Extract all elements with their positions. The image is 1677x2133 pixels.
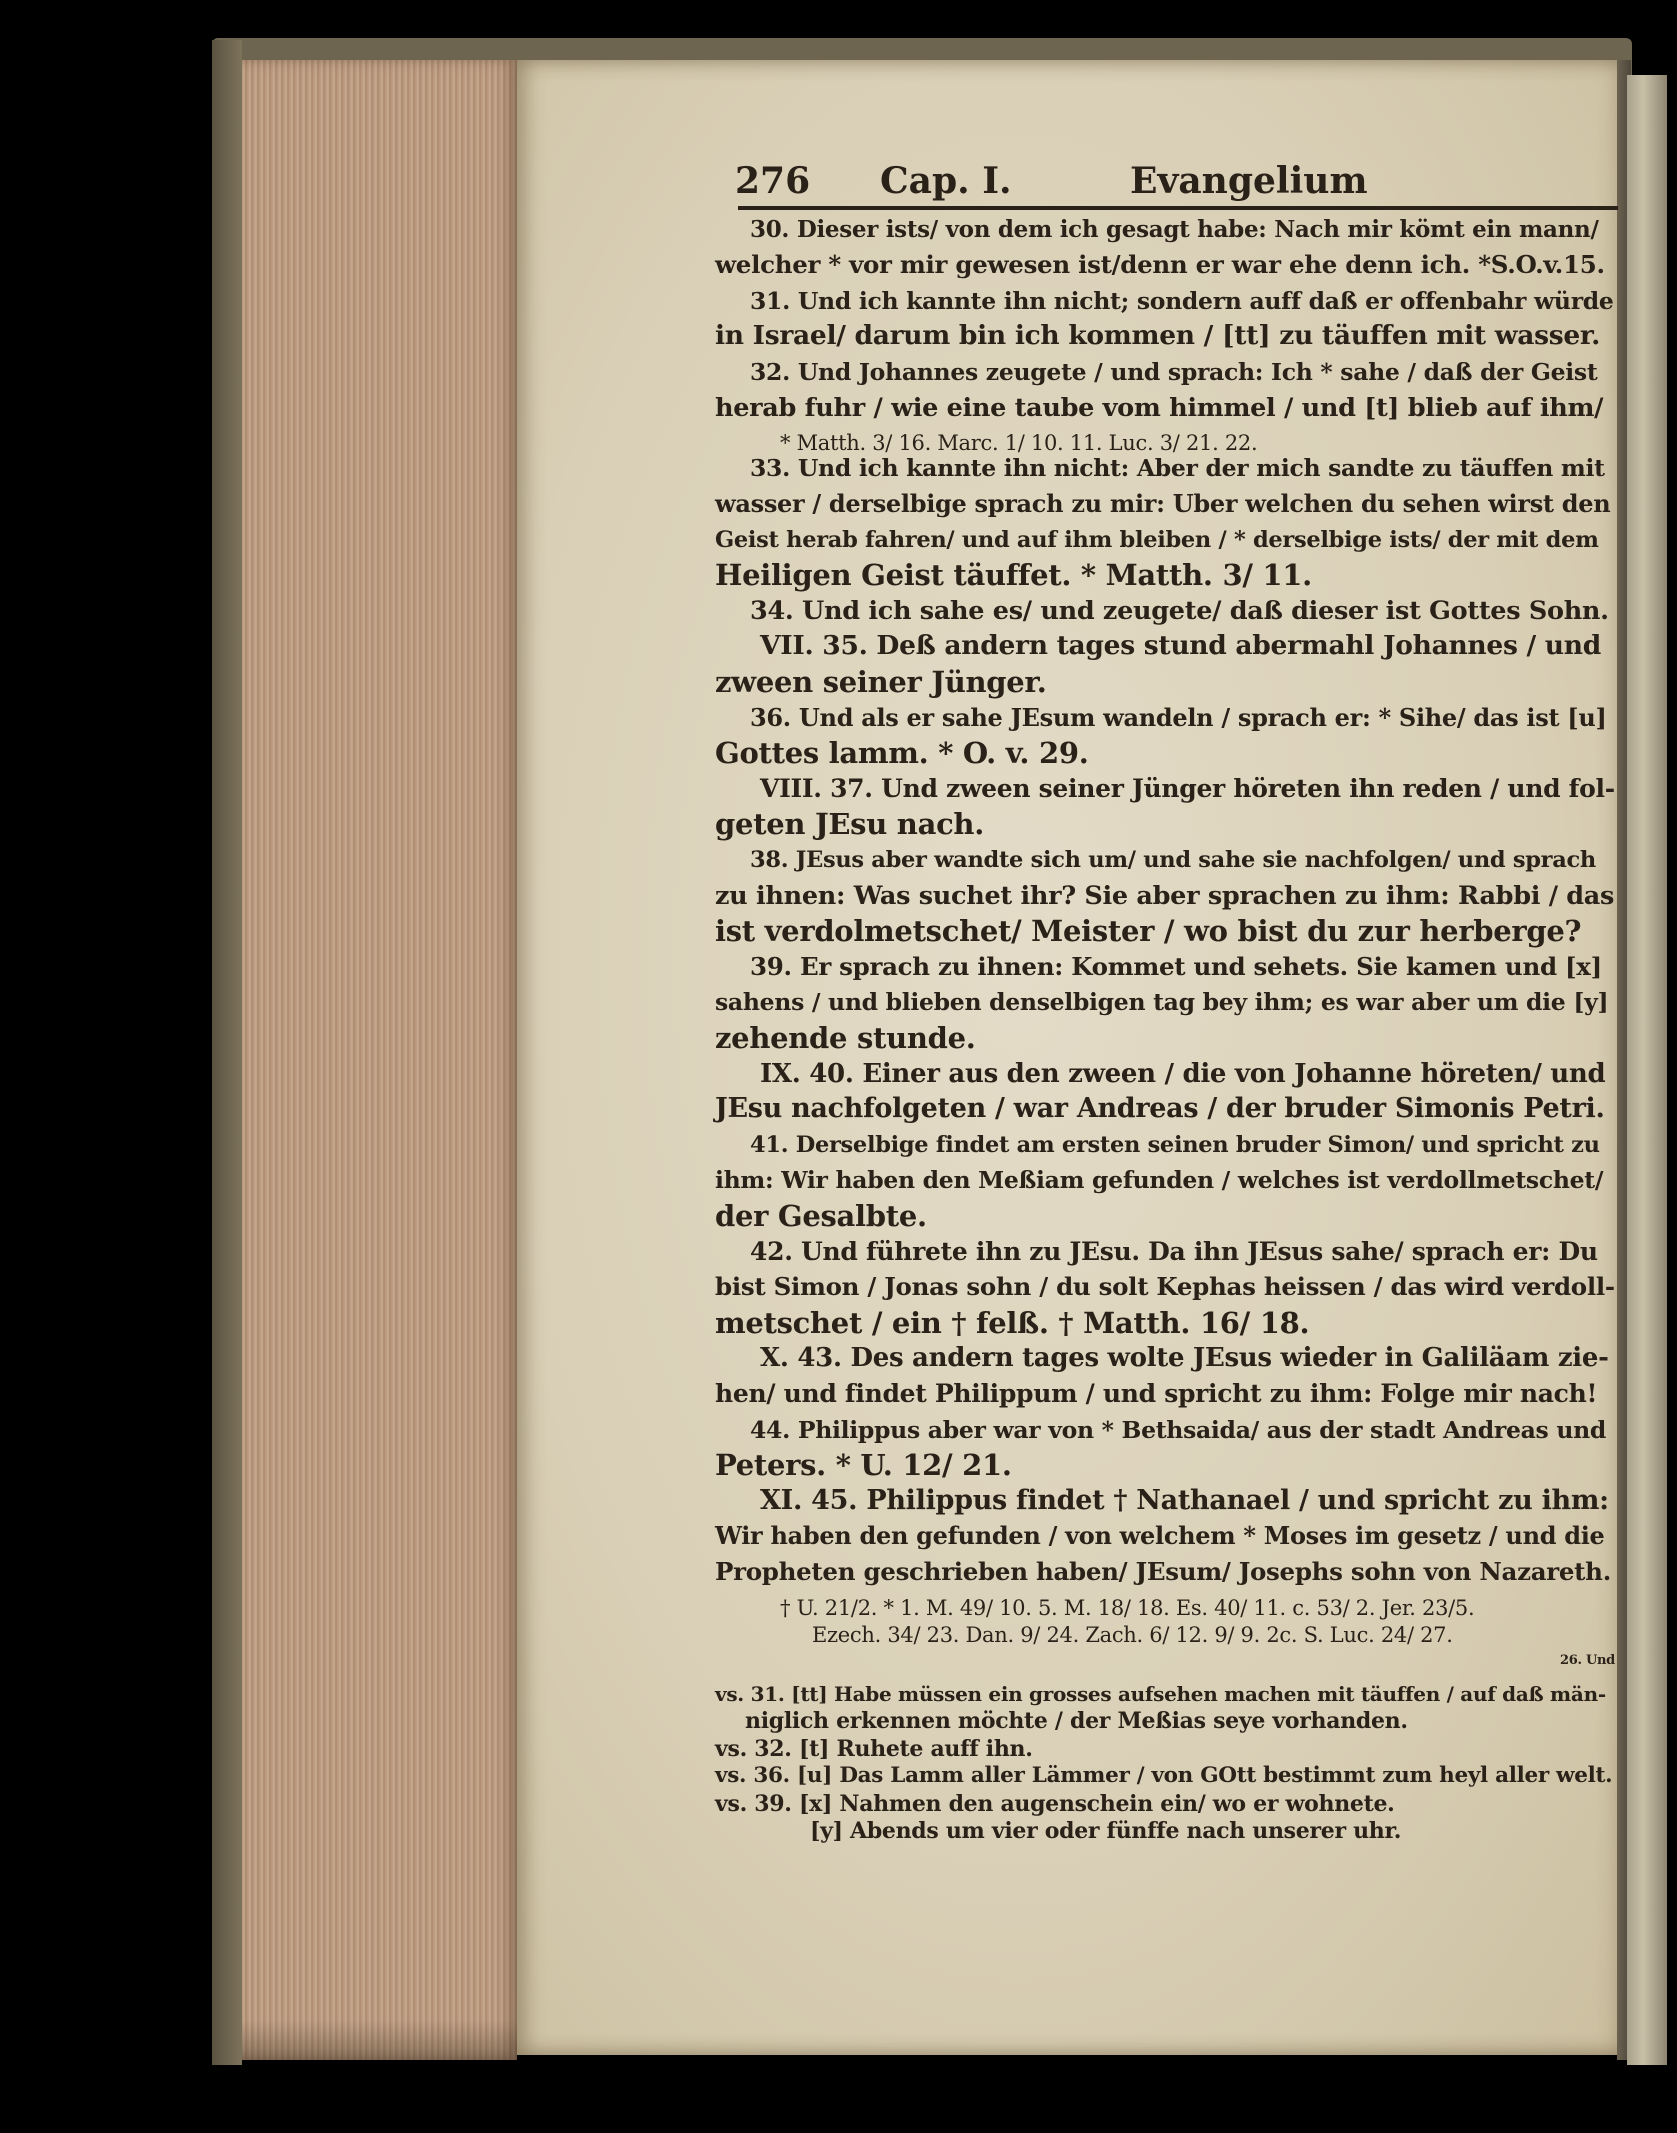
text-line: welcher * vor mir gewesen ist/denn er war ehe denn ich. *S.O.v.15. — [715, 250, 1605, 279]
text-line: herab fuhr / wie eine taube vom himmel / und [t] blieb auf ihm/ — [715, 393, 1604, 423]
text-line-section: XI. 45. Philippus findet † Nathanael / und spricht zu ihm: — [760, 1485, 1609, 1516]
text-line: Geist herab fahren/ und auf ihm bleiben / * derselbige ists/ der mit dem — [715, 527, 1599, 553]
text-line: in Israel/ darum bin ich kommen / [tt] zu täuffen mit wasser. — [715, 320, 1601, 351]
chapter-heading: Cap. I. — [880, 160, 1012, 202]
text-line: ihm: Wir haben den Meßiam gefunden / welches ist verdollmetschet/ — [715, 1166, 1604, 1194]
text-line: 33. Und ich kannte ihn nicht: Aber der mich sandte zu täuffen mit — [750, 454, 1605, 482]
footnote: [y] Abends um vier oder fünffe nach unserer uhr. — [810, 1818, 1402, 1844]
text-line: Propheten geschrieben haben/ JEsum/ Josephs sohn von Nazareth. — [715, 1557, 1611, 1586]
text-line: 30. Dieser ists/ von dem ich gesagt habe: Nach mir kömt ein mann/ — [750, 216, 1599, 243]
footnote: vs. 31. [tt] Habe müssen ein grosses aufsehen machen mit täuffen / auf daß män- — [715, 1682, 1606, 1706]
text-line: ist verdolmetschet/ Meister / wo bist du zur herberge? — [715, 914, 1582, 948]
text-line: Peters. * U. 12/ 21. — [715, 1448, 1012, 1482]
cross-reference: * Matth. 3/ 16. Marc. 1/ 10. 11. Luc. 3/ 21. 22. — [780, 431, 1258, 455]
text-line: bist Simon / Jonas sohn / du solt Kephas heissen / das wird verdoll- — [715, 1272, 1615, 1301]
text-line-section: X. 43. Des andern tages wolte JEsus wieder in Galiläam zie- — [760, 1343, 1609, 1373]
text-line: zween seiner Jünger. — [715, 665, 1047, 699]
text-line: zehende stunde. — [715, 1021, 976, 1055]
text-line: 39. Er sprach zu ihnen: Kommet und sehets. Sie kamen und [x] — [750, 952, 1602, 981]
text-line: 38. JEsus aber wandte sich um/ und sahe sie nachfolgen/ und sprach — [750, 847, 1596, 873]
text-line: 34. Und ich sahe es/ und zeugete/ daß dieser ist Gottes Sohn. — [750, 596, 1609, 626]
text-line: 41. Derselbige findet am ersten seinen bruder Simon/ und spricht zu — [750, 1132, 1600, 1158]
text-line: 31. Und ich kannte ihn nicht; sondern auff daß er offenbahr würde — [750, 287, 1614, 315]
text-line: 36. Und als er sahe JEsum wandeln / sprach er: * Sihe/ das ist [u] — [750, 703, 1607, 732]
text-line: Heiligen Geist täuffet. * Matth. 3/ 11. — [715, 558, 1312, 592]
text-line: 32. Und Johannes zeugete / und sprach: Ich * sahe / daß der Geist — [750, 358, 1598, 386]
text-line: geten JEsu nach. — [715, 807, 985, 841]
text-line: wasser / derselbige sprach zu mir: Uber welchen du sehen wirst den — [715, 489, 1611, 518]
text-line: Gottes lamm. * O. v. 29. — [715, 736, 1089, 770]
footnote: niglich erkennen möchte / der Meßias seye vorhanden. — [745, 1708, 1408, 1734]
text-line: 44. Philippus aber war von * Bethsaida/ aus der stadt Andreas und — [750, 1416, 1607, 1444]
text-line: zu ihnen: Was suchet ihr? Sie aber sprachen zu ihm: Rabbi / das — [715, 881, 1615, 911]
text-line: 42. Und führete ihn zu JEsu. Da ihn JEsus sahe/ sprach er: Du — [750, 1237, 1598, 1266]
text-line: sahens / und blieben denselbigen tag bey ihm; es war aber um die [y] — [715, 988, 1609, 1016]
footnote: vs. 39. [x] Nahmen den augenschein ein/ wo er wohnete. — [715, 1791, 1395, 1817]
text-line-section: VII. 35. Deß andern tages stund abermahl Johannes / und — [760, 630, 1601, 661]
running-title: Evangelium — [1130, 160, 1368, 202]
text-line: hen/ und findet Philippum / und spricht zu ihm: Folge mir nach! — [715, 1379, 1598, 1408]
footnote: vs. 36. [u] Das Lamm aller Lämmer / von GOtt bestimmt zum heyl aller welt. — [715, 1763, 1613, 1788]
text-line: metschet / ein † felß. † Matth. 16/ 18. — [715, 1306, 1310, 1340]
header-rule — [738, 206, 1618, 210]
text-line: Wir haben den gefunden / von welchem * Moses im gesetz / und die — [715, 1521, 1605, 1550]
text-line: der Gesalbte. — [715, 1199, 927, 1233]
text-line: JEsu nachfolgeten / war Andreas / der bruder Simonis Petri. — [715, 1093, 1605, 1124]
page-number: 276 — [735, 160, 811, 202]
footnote: vs. 32. [t] Ruhete auff ihn. — [715, 1736, 1033, 1762]
cross-reference: † U. 21/2. * 1. M. 49/ 10. 5. M. 18/ 18. Es. 40/ 11. c. 53/ 2. Jer. 23/5. — [780, 1596, 1475, 1620]
cross-reference: Ezech. 34/ 23. Dan. 9/ 24. Zach. 6/ 12. 9/ 9. 2c. S. Luc. 24/ 27. — [812, 1623, 1453, 1647]
text-line-section: IX. 40. Einer aus den zween / die von Johanne höreten/ und — [760, 1059, 1606, 1089]
text-line-section: VIII. 37. Und zween seiner Jünger höreten ihn reden / und fol- — [760, 774, 1615, 803]
catchword: 26. Und — [1560, 1653, 1615, 1668]
